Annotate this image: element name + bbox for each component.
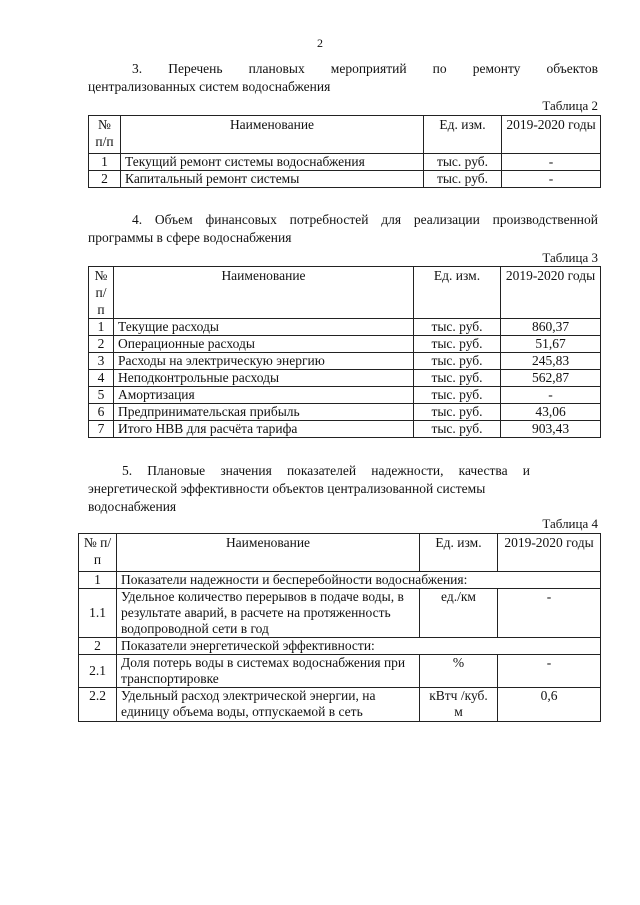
table-row — [89, 319, 601, 336]
table2-caption: Таблица 2 — [542, 98, 598, 113]
cell-num: 2 — [89, 171, 121, 188]
table-row — [89, 154, 601, 171]
cell-value: - — [502, 171, 601, 188]
cell-unit: тыс. руб. — [424, 154, 502, 171]
cell-unit: тыс. руб. — [424, 171, 502, 188]
table2-header-unit: Ед. изм. — [424, 116, 502, 154]
table3-caption: Таблица 3 — [542, 250, 598, 265]
cell-num: 1 — [89, 319, 114, 336]
cell-value: 0,6 — [498, 688, 601, 722]
table4-header-name: Наименование — [117, 534, 420, 572]
table3-header-name: Наименование — [114, 267, 414, 319]
table-row — [89, 404, 601, 421]
cell-name: Амортизация — [114, 387, 414, 404]
cell-unit: кВтч /куб. м — [420, 688, 498, 722]
table3-header-unit: Ед. изм. — [414, 267, 501, 319]
table-row — [89, 336, 601, 353]
table2 — [88, 115, 601, 188]
table3-header-num: № п/ п — [89, 267, 114, 319]
cell-value: 245,83 — [501, 353, 601, 370]
section4-heading-line2: программы в сфере водоснабжения — [88, 230, 292, 245]
section3-heading-line1: 3. Перечень плановых мероприятий по ремонту объектов — [132, 61, 598, 76]
cell-num: 2 — [79, 638, 117, 655]
page-number: 2 — [317, 36, 323, 50]
cell-value: - — [502, 154, 601, 171]
cell-unit: тыс. руб. — [414, 319, 501, 336]
table3 — [88, 266, 601, 438]
table2-header-row — [89, 116, 601, 154]
table-row — [89, 370, 601, 387]
table4-caption: Таблица 4 — [542, 516, 598, 531]
cell-name: Текущие расходы — [114, 319, 414, 336]
cell-num: 1 — [89, 154, 121, 171]
cell-name: Операционные расходы — [114, 336, 414, 353]
cell-name: Текущий ремонт системы водоснабжения — [121, 154, 424, 171]
cell-value: 51,67 — [501, 336, 601, 353]
table2-header-num: № п/п — [89, 116, 121, 154]
table3-header-period: 2019-2020 годы — [501, 267, 601, 319]
cell-group-title: Показатели надежности и бесперебойности водоснабжения: — [117, 572, 601, 589]
table-group-row — [79, 572, 601, 589]
table-row — [89, 353, 601, 370]
cell-num: 2 — [89, 336, 114, 353]
cell-name: Неподконтрольные расходы — [114, 370, 414, 387]
section3-heading-line2: централизованных систем водоснабжения — [88, 79, 331, 94]
table-row — [79, 688, 601, 722]
cell-unit: ед./км — [420, 589, 498, 638]
cell-value: - — [501, 387, 601, 404]
cell-unit: тыс. руб. — [414, 387, 501, 404]
cell-name: Удельное количество перерывов в подаче воды, в результате аварий, в расчете на протяженность водопроводной сети в год — [117, 589, 420, 638]
cell-num: 7 — [89, 421, 114, 438]
cell-num: 2.2 — [79, 688, 117, 722]
cell-unit: тыс. руб. — [414, 353, 501, 370]
table-group-row — [79, 638, 601, 655]
cell-name: Расходы на электрическую энергию — [114, 353, 414, 370]
cell-unit: тыс. руб. — [414, 370, 501, 387]
cell-group-title: Показатели энергетической эффективности: — [117, 638, 601, 655]
table4-header-row — [79, 534, 601, 572]
section5-heading-line2: энергетической эффективности объектов централизованной системы — [88, 481, 486, 496]
cell-value: 562,87 — [501, 370, 601, 387]
cell-unit: тыс. руб. — [414, 336, 501, 353]
cell-num: 1.1 — [79, 589, 117, 638]
cell-name: Удельный расход электрической энергии, на единицу объема воды, отпускаемой в сеть — [117, 688, 420, 722]
cell-num: 6 — [89, 404, 114, 421]
table-row — [89, 387, 601, 404]
cell-num: 2.1 — [79, 655, 117, 688]
cell-value: - — [498, 655, 601, 688]
cell-num: 5 — [89, 387, 114, 404]
table-row — [89, 421, 601, 438]
section5-heading-line3: водоснабжения — [88, 499, 177, 514]
table4-header-period: 2019-2020 годы — [498, 534, 601, 572]
section4-heading-line1: 4. Объем финансовых потребностей для реализации производственной — [132, 212, 598, 227]
table2-header-name: Наименование — [121, 116, 424, 154]
table4-header-unit: Ед. изм. — [420, 534, 498, 572]
table4-header-num: № п/п — [79, 534, 117, 572]
cell-unit: % — [420, 655, 498, 688]
section5-heading-line1: 5. Плановые значения показателей надежности, качества и — [122, 463, 530, 478]
cell-name: Предпринимательская прибыль — [114, 404, 414, 421]
table4 — [78, 533, 601, 722]
cell-value: 43,06 — [501, 404, 601, 421]
cell-num: 1 — [79, 572, 117, 589]
cell-num: 3 — [89, 353, 114, 370]
table3-header-row — [89, 267, 601, 319]
cell-unit: тыс. руб. — [414, 421, 501, 438]
cell-value: 903,43 — [501, 421, 601, 438]
table-row — [89, 171, 601, 188]
table-row — [79, 655, 601, 688]
cell-value: - — [498, 589, 601, 638]
cell-value: 860,37 — [501, 319, 601, 336]
cell-name: Капитальный ремонт системы — [121, 171, 424, 188]
table2-header-period: 2019-2020 годы — [502, 116, 601, 154]
cell-name: Итого НВВ для расчёта тарифа — [114, 421, 414, 438]
cell-name: Доля потерь воды в системах водоснабжения при транспортировке — [117, 655, 420, 688]
cell-num: 4 — [89, 370, 114, 387]
cell-unit: тыс. руб. — [414, 404, 501, 421]
table-row — [79, 589, 601, 638]
